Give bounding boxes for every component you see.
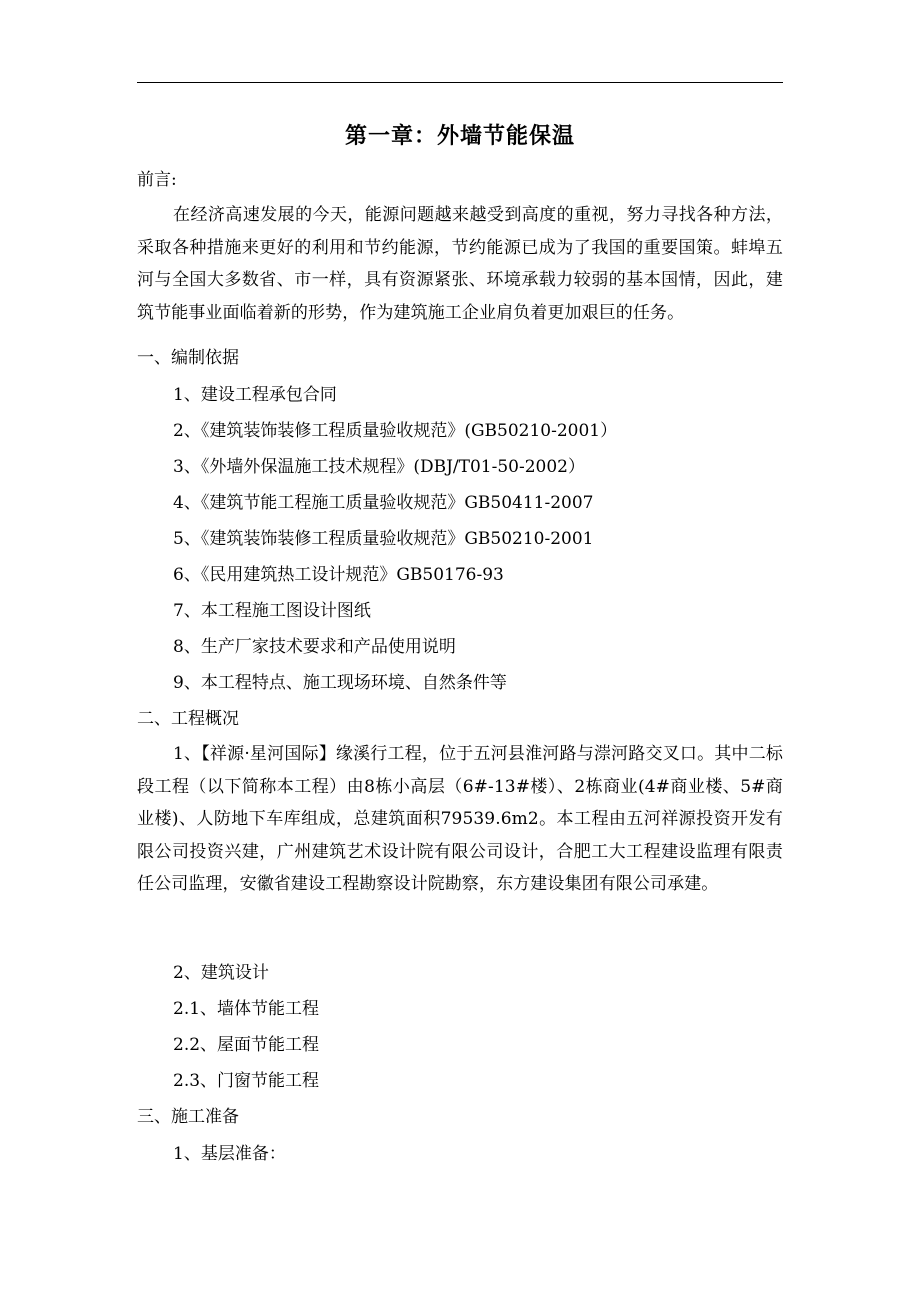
overview-item: 2.3、门窗节能工程 <box>173 1071 320 1091</box>
section-heading-overview: 二、工程概况 <box>137 709 239 729</box>
basis-item: 4、《建筑节能工程施工质量验收规范》GB50411-2007 <box>173 493 594 513</box>
preface-paragraph: 在经济高速发展的今天，能源问题越来越受到高度的重视，努力寻找各种方法，采取各种措施来更好的利用和节约能源，节约能源已成为了我国的重要国策。蚌埠五河与全国大多数省、市一样，具有资源紧张、环境承载力较弱的基本国情，因此，建筑节能事业面临着新的形势，作为建筑施工企业肩负着更加艰巨的任务。 <box>137 205 783 323</box>
basis-item: 7、本工程施工图设计图纸 <box>173 601 371 621</box>
preparation-item: 1、基层准备： <box>173 1144 286 1164</box>
basis-item: 5、《建筑装饰装修工程质量验收规范》GB50210-2001 <box>173 529 594 549</box>
overview-item: 2、建筑设计 <box>173 963 269 983</box>
basis-item: 3、《外墙外保温施工技术规程》(DBJ/T01-50-2002） <box>173 457 585 477</box>
section-heading-preparation: 三、施工准备 <box>137 1107 239 1127</box>
overview-paragraph: 1、【祥源·星河国际】缘溪行工程，位于五河县淮河路与漴河路交叉口。其中二标段工程（以下简称本工程）由8栋小高层（6#-13#楼）、2栋商业(4#商业楼、5#商业楼)、人防地下车库组成，总建筑面积79539.6m2。本工程由五河祥源投资开发有限公司投资兴建，广州建筑艺术设计院有限公司设计，合肥工大工程建设监理有限责任公司监理，安徽省建设工程勘察设计院勘察，东方建设集团有限公司承建。 <box>137 744 783 894</box>
basis-item: 2、《建筑装饰装修工程质量验收规范》(GB50210-2001） <box>173 421 618 441</box>
basis-item: 8、生产厂家技术要求和产品使用说明 <box>173 637 456 657</box>
basis-item: 9、本工程特点、施工现场环境、自然条件等 <box>173 673 507 693</box>
section-heading-basis: 一、编制依据 <box>137 348 239 368</box>
chapter-title: 第一章：外墙节能保温 <box>344 123 575 149</box>
overview-item: 2.2、屋面节能工程 <box>173 1035 320 1055</box>
overview-item: 2.1、墙体节能工程 <box>173 999 320 1019</box>
header-rule <box>137 82 783 83</box>
preface-label: 前言: <box>137 170 177 190</box>
basis-item: 1、建设工程承包合同 <box>173 385 337 405</box>
basis-item: 6、《民用建筑热工设计规范》GB50176-93 <box>173 565 504 585</box>
